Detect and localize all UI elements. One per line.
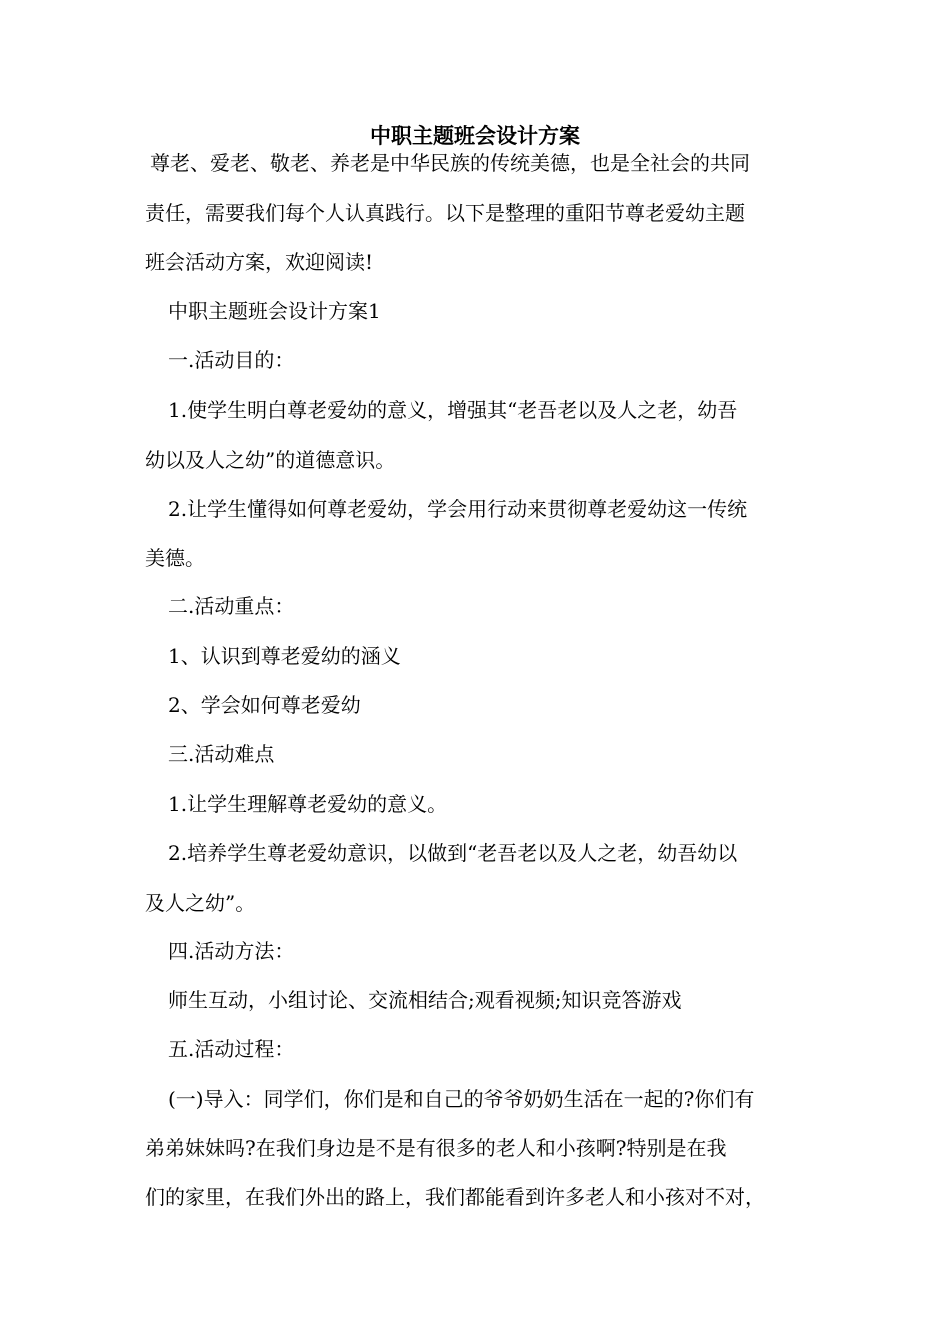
objective-2-line-2: 美德。 — [145, 546, 205, 570]
heading-objectives: 一.活动目的： — [168, 348, 295, 372]
difficulty-1: 1.让学生理解尊老爱幼的意义。 — [168, 792, 448, 816]
heading-difficulties: 三.活动难点 — [168, 742, 275, 766]
objective-1-line-1: 1.使学生明白尊老爱幼的意义，增强其“老吾老以及人之老，幼吾 — [168, 398, 738, 422]
difficulty-2-line-2: 及人之幼”。 — [145, 891, 256, 915]
key-point-1: 1、认识到尊老爱幼的涵义 — [168, 644, 401, 668]
difficulty-2-line-1: 2.培养学生尊老爱幼意识，以做到“老吾老以及人之老，幼吾幼以 — [168, 841, 738, 865]
key-point-2: 2、学会如何尊老爱幼 — [168, 693, 361, 717]
process-intro-line-2: 弟弟妹妹吗?在我们身边是不是有很多的老人和小孩啊?特别是在我 — [145, 1136, 727, 1160]
section-heading-plan-1: 中职主题班会设计方案1 — [168, 299, 381, 323]
objective-2-line-1: 2.让学生懂得如何尊老爱幼，学会用行动来贯彻尊老爱幼这一传统 — [168, 497, 748, 521]
document-title: 中职主题班会设计方案 — [370, 123, 580, 148]
intro-line-2: 责任，需要我们每个人认真践行。以下是整理的重阳节尊老爱幼主题 — [145, 201, 745, 225]
heading-key-points: 二.活动重点： — [168, 594, 295, 618]
objective-1-line-2: 幼以及人之幼”的道德意识。 — [145, 448, 396, 472]
heading-process: 五.活动过程： — [168, 1037, 295, 1061]
intro-line-1: 尊老、爱老、敬老、养老是中华民族的传统美德，也是全社会的共同 — [150, 151, 750, 175]
intro-line-3: 班会活动方案，欢迎阅读! — [145, 250, 374, 274]
process-intro-line-1: (一)导入：同学们，你们是和自己的爷爷奶奶生活在一起的?你们有 — [168, 1087, 755, 1111]
process-intro-line-3: 们的家里，在我们外出的路上，我们都能看到许多老人和小孩对不对， — [145, 1185, 765, 1209]
methods-text: 师生互动，小组讨论、交流相结合;观看视频;知识竞答游戏 — [168, 988, 682, 1012]
heading-methods: 四.活动方法： — [168, 939, 295, 963]
